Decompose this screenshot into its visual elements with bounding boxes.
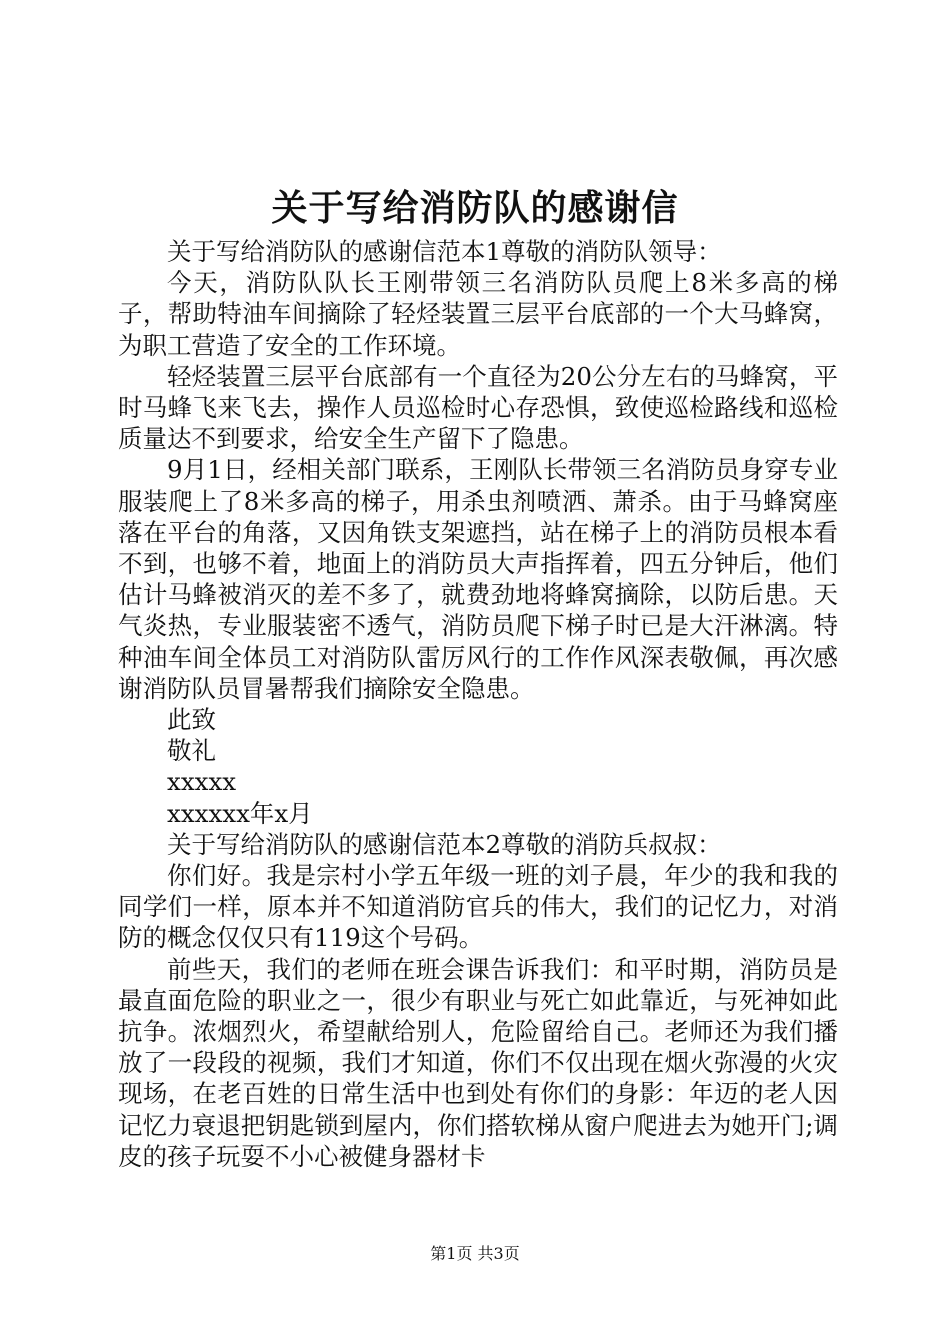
paragraph: 9月1日，经相关部门联系，王刚队长带领三名消防员身穿专业服装爬上了8米多高的梯子，用杀虫剂喷洒、萧杀。由于马蜂窝座落在平台的角落，又因角铁支架遮挡，站在梯子上的消防员根本看不到，也够不着，地面上的消防员大声指挥着，四五分钟后，他们估计马蜂被消灭的差不多了，就费劲地将蜂窝摘除，以防后患。天气炎热，专业服装密不透气，消防员爬下梯子时已是大汗淋漓。特种油车间全体员工对消防队雷厉风行的工作作风深表敬佩，再次感谢消防队员冒暑帮我们摘除安全隐患。 bbox=[118, 455, 838, 703]
document-body bbox=[118, 236, 838, 1172]
paragraph: 前些天，我们的老师在班会课告诉我们：和平时期，消防员是最直面危险的职业之一，很少有职业与死亡如此靠近，与死神如此抗争。浓烟烈火，希望献给别人，危险留给自己。老师还为我们播放了一段段的视频，我们才知道，你们不仅出现在烟火弥漫的火灾现场，在老百姓的日常生活中也到处有你们的身影：年迈的老人因记忆力衰退把钥匙锁到屋内，你们搭软梯从窗户爬进去为她开门;调皮的孩子玩耍不小心被健身器材卡 bbox=[118, 954, 838, 1171]
page-footer: 第1页 共3页 bbox=[430, 1244, 520, 1263]
document-title: 关于写给消防队的感谢信 bbox=[271, 187, 679, 229]
signature: xxxxx bbox=[167, 767, 237, 797]
paragraph: 关于写给消防队的感谢信范本1尊敬的消防队领导： bbox=[167, 237, 722, 266]
paragraph: 今天，消防队队长王刚带领三名消防队员爬上8米多高的梯子，帮助特油车间摘除了轻烃装置三层平台底部的一个大马蜂窝，为职工营造了安全的工作环境。 bbox=[118, 268, 838, 360]
closing-line: 此致 bbox=[167, 705, 216, 735]
paragraph: 你们好。我是宗村小学五年级一班的刘子晨，年少的我和我的同学们一样，原本并不知道消防官兵的伟大，我们的记忆力，对消防的概念仅仅只有119这个号码。 bbox=[118, 861, 838, 953]
closing-line: 敬礼 bbox=[167, 736, 216, 766]
paragraph: 关于写给消防队的感谢信范本2尊敬的消防兵叔叔： bbox=[167, 829, 722, 859]
date-line: xxxxxx年x月 bbox=[167, 798, 313, 828]
paragraph: 轻烃装置三层平台底部有一个直径为20公分左右的马蜂窝，平时马蜂飞来飞去，操作人员巡检时心存恐惧，致使巡检路线和巡检质量达不到要求，给安全生产留下了隐患。 bbox=[118, 361, 838, 454]
